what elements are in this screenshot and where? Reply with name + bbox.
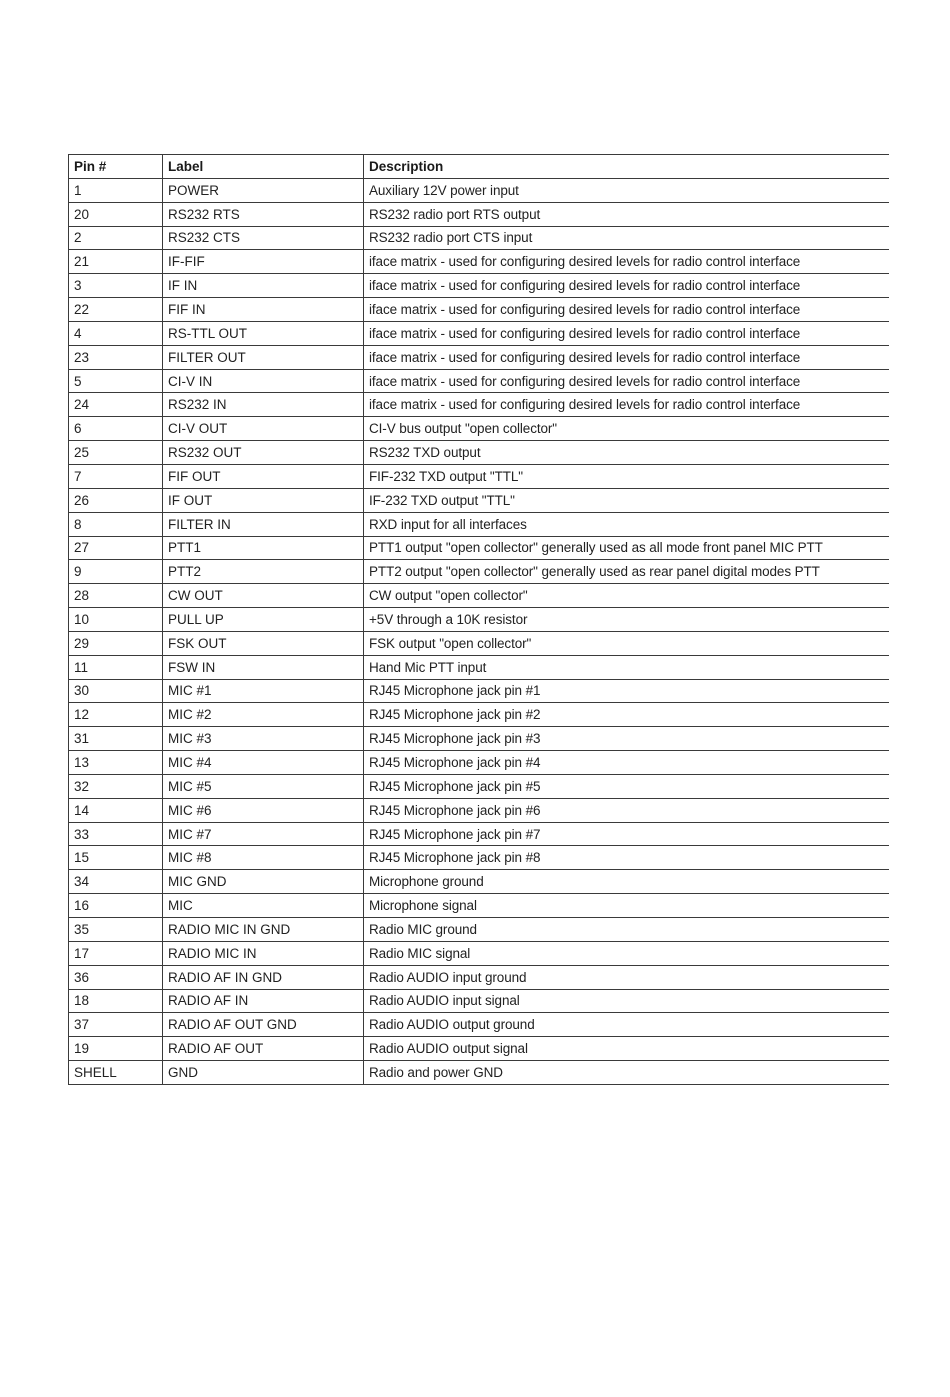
description-cell: RJ45 Microphone jack pin #7 bbox=[364, 822, 889, 846]
description-cell: CI-V bus output "open collector" bbox=[364, 417, 889, 441]
label-cell: MIC GND bbox=[163, 870, 364, 894]
label-cell: RADIO AF OUT bbox=[163, 1037, 364, 1061]
pin-cell: 32 bbox=[69, 774, 163, 798]
pin-cell: 18 bbox=[69, 989, 163, 1013]
pin-cell: SHELL bbox=[69, 1061, 163, 1085]
description-cell: iface matrix - used for configuring desired levels for radio control interface bbox=[364, 345, 889, 369]
label-cell: GND bbox=[163, 1061, 364, 1085]
pin-cell: 13 bbox=[69, 751, 163, 775]
table-row bbox=[69, 608, 889, 632]
pin-cell: 34 bbox=[69, 870, 163, 894]
description-cell: RJ45 Microphone jack pin #5 bbox=[364, 774, 889, 798]
label-cell: PULL UP bbox=[163, 608, 364, 632]
table-row bbox=[69, 941, 889, 965]
label-cell: FILTER IN bbox=[163, 512, 364, 536]
description-cell: Radio AUDIO output signal bbox=[364, 1037, 889, 1061]
label-cell: RADIO MIC IN bbox=[163, 941, 364, 965]
label-cell: MIC #8 bbox=[163, 846, 364, 870]
table-row bbox=[69, 369, 889, 393]
description-cell: RS232 radio port RTS output bbox=[364, 202, 889, 226]
label-cell: RADIO AF IN bbox=[163, 989, 364, 1013]
pin-cell: 31 bbox=[69, 727, 163, 751]
pin-cell: 27 bbox=[69, 536, 163, 560]
table-row bbox=[69, 536, 889, 560]
description-cell: RS232 radio port CTS input bbox=[364, 226, 889, 250]
table-row bbox=[69, 846, 889, 870]
pin-cell: 23 bbox=[69, 345, 163, 369]
label-cell: PTT1 bbox=[163, 536, 364, 560]
description-cell: iface matrix - used for configuring desired levels for radio control interface bbox=[364, 393, 889, 417]
header-pin: Pin # bbox=[69, 155, 163, 179]
description-cell: RJ45 Microphone jack pin #2 bbox=[364, 703, 889, 727]
description-cell: iface matrix - used for configuring desired levels for radio control interface bbox=[364, 298, 889, 322]
label-cell: FIF IN bbox=[163, 298, 364, 322]
label-cell: IF OUT bbox=[163, 488, 364, 512]
table-row bbox=[69, 274, 889, 298]
table-row bbox=[69, 727, 889, 751]
label-cell: RADIO AF IN GND bbox=[163, 965, 364, 989]
label-cell: FILTER OUT bbox=[163, 345, 364, 369]
description-cell: iface matrix - used for configuring desired levels for radio control interface bbox=[364, 369, 889, 393]
pin-cell: 29 bbox=[69, 631, 163, 655]
description-cell: RJ45 Microphone jack pin #8 bbox=[364, 846, 889, 870]
table-row bbox=[69, 560, 889, 584]
header-description: Description bbox=[364, 155, 889, 179]
label-cell: FSK OUT bbox=[163, 631, 364, 655]
label-cell: IF-FIF bbox=[163, 250, 364, 274]
description-cell: Microphone signal bbox=[364, 894, 889, 918]
pin-cell: 24 bbox=[69, 393, 163, 417]
label-cell: RS232 CTS bbox=[163, 226, 364, 250]
table-row bbox=[69, 393, 889, 417]
table-row bbox=[69, 584, 889, 608]
table-row bbox=[69, 703, 889, 727]
description-cell: Radio MIC ground bbox=[364, 918, 889, 942]
label-cell: MIC #1 bbox=[163, 679, 364, 703]
label-cell: POWER bbox=[163, 178, 364, 202]
table-row bbox=[69, 250, 889, 274]
description-cell: iface matrix - used for configuring desired levels for radio control interface bbox=[364, 274, 889, 298]
label-cell: MIC #6 bbox=[163, 798, 364, 822]
table-row bbox=[69, 774, 889, 798]
pin-cell: 25 bbox=[69, 441, 163, 465]
table-row bbox=[69, 1061, 889, 1085]
pin-cell: 33 bbox=[69, 822, 163, 846]
table-row bbox=[69, 488, 889, 512]
label-cell: IF IN bbox=[163, 274, 364, 298]
header-row bbox=[69, 155, 889, 179]
description-cell: Radio AUDIO output ground bbox=[364, 1013, 889, 1037]
description-cell: IF-232 TXD output "TTL" bbox=[364, 488, 889, 512]
pin-cell: 19 bbox=[69, 1037, 163, 1061]
description-cell: RJ45 Microphone jack pin #6 bbox=[364, 798, 889, 822]
pin-cell: 6 bbox=[69, 417, 163, 441]
label-cell: MIC #5 bbox=[163, 774, 364, 798]
table-row bbox=[69, 989, 889, 1013]
label-cell: MIC bbox=[163, 894, 364, 918]
table-row bbox=[69, 178, 889, 202]
table-row bbox=[69, 1013, 889, 1037]
pin-cell: 8 bbox=[69, 512, 163, 536]
table-row bbox=[69, 345, 889, 369]
description-cell: PTT2 output "open collector" generally used as rear panel digital modes PTT bbox=[364, 560, 889, 584]
label-cell: CI-V IN bbox=[163, 369, 364, 393]
label-cell: RS232 IN bbox=[163, 393, 364, 417]
table-row bbox=[69, 464, 889, 488]
pin-cell: 10 bbox=[69, 608, 163, 632]
label-cell: MIC #7 bbox=[163, 822, 364, 846]
pin-cell: 21 bbox=[69, 250, 163, 274]
pin-cell: 26 bbox=[69, 488, 163, 512]
table-row bbox=[69, 417, 889, 441]
label-cell: CI-V OUT bbox=[163, 417, 364, 441]
table-row bbox=[69, 870, 889, 894]
description-cell: iface matrix - used for configuring desired levels for radio control interface bbox=[364, 321, 889, 345]
label-cell: MIC #2 bbox=[163, 703, 364, 727]
pin-cell: 4 bbox=[69, 321, 163, 345]
description-cell: FSK output "open collector" bbox=[364, 631, 889, 655]
description-cell: Radio MIC signal bbox=[364, 941, 889, 965]
label-cell: FSW IN bbox=[163, 655, 364, 679]
table-row bbox=[69, 655, 889, 679]
table-row bbox=[69, 822, 889, 846]
table-row bbox=[69, 751, 889, 775]
pin-cell: 7 bbox=[69, 464, 163, 488]
label-cell: RS232 OUT bbox=[163, 441, 364, 465]
table-row bbox=[69, 679, 889, 703]
table-row bbox=[69, 631, 889, 655]
table-row bbox=[69, 965, 889, 989]
table-header bbox=[69, 155, 889, 179]
table-row bbox=[69, 226, 889, 250]
pin-cell: 15 bbox=[69, 846, 163, 870]
pin-cell: 36 bbox=[69, 965, 163, 989]
table-row bbox=[69, 918, 889, 942]
description-cell: RJ45 Microphone jack pin #3 bbox=[364, 727, 889, 751]
table-row bbox=[69, 202, 889, 226]
pin-cell: 30 bbox=[69, 679, 163, 703]
table-row bbox=[69, 512, 889, 536]
description-cell: +5V through a 10K resistor bbox=[364, 608, 889, 632]
pin-cell: 28 bbox=[69, 584, 163, 608]
label-cell: RADIO MIC IN GND bbox=[163, 918, 364, 942]
description-cell: Radio AUDIO input signal bbox=[364, 989, 889, 1013]
description-cell: RJ45 Microphone jack pin #1 bbox=[364, 679, 889, 703]
description-cell: Hand Mic PTT input bbox=[364, 655, 889, 679]
description-cell: CW output "open collector" bbox=[364, 584, 889, 608]
description-cell: Radio AUDIO input ground bbox=[364, 965, 889, 989]
pin-cell: 3 bbox=[69, 274, 163, 298]
pinout-table bbox=[68, 154, 889, 1085]
pin-cell: 1 bbox=[69, 178, 163, 202]
label-cell: MIC #3 bbox=[163, 727, 364, 751]
pin-cell: 37 bbox=[69, 1013, 163, 1037]
label-cell: RS232 RTS bbox=[163, 202, 364, 226]
table-row bbox=[69, 894, 889, 918]
header-label: Label bbox=[163, 155, 364, 179]
table-row bbox=[69, 298, 889, 322]
description-cell: RXD input for all interfaces bbox=[364, 512, 889, 536]
label-cell: RS-TTL OUT bbox=[163, 321, 364, 345]
label-cell: PTT2 bbox=[163, 560, 364, 584]
pin-cell: 12 bbox=[69, 703, 163, 727]
pin-cell: 9 bbox=[69, 560, 163, 584]
description-cell: Microphone ground bbox=[364, 870, 889, 894]
description-cell: RJ45 Microphone jack pin #4 bbox=[364, 751, 889, 775]
description-cell: Radio and power GND bbox=[364, 1061, 889, 1085]
table-body bbox=[69, 178, 889, 1084]
description-cell: RS232 TXD output bbox=[364, 441, 889, 465]
pin-cell: 11 bbox=[69, 655, 163, 679]
description-cell: iface matrix - used for configuring desired levels for radio control interface bbox=[364, 250, 889, 274]
table-row bbox=[69, 1037, 889, 1061]
table-row bbox=[69, 321, 889, 345]
pin-cell: 5 bbox=[69, 369, 163, 393]
pin-cell: 14 bbox=[69, 798, 163, 822]
label-cell: CW OUT bbox=[163, 584, 364, 608]
description-cell: FIF-232 TXD output "TTL" bbox=[364, 464, 889, 488]
pin-cell: 17 bbox=[69, 941, 163, 965]
label-cell: MIC #4 bbox=[163, 751, 364, 775]
pin-cell: 16 bbox=[69, 894, 163, 918]
label-cell: FIF OUT bbox=[163, 464, 364, 488]
table-row bbox=[69, 798, 889, 822]
pin-cell: 35 bbox=[69, 918, 163, 942]
label-cell: RADIO AF OUT GND bbox=[163, 1013, 364, 1037]
pin-cell: 2 bbox=[69, 226, 163, 250]
table-row bbox=[69, 441, 889, 465]
description-cell: Auxiliary 12V power input bbox=[364, 178, 889, 202]
description-cell: PTT1 output "open collector" generally used as all mode front panel MIC PTT bbox=[364, 536, 889, 560]
pin-cell: 20 bbox=[69, 202, 163, 226]
pin-cell: 22 bbox=[69, 298, 163, 322]
